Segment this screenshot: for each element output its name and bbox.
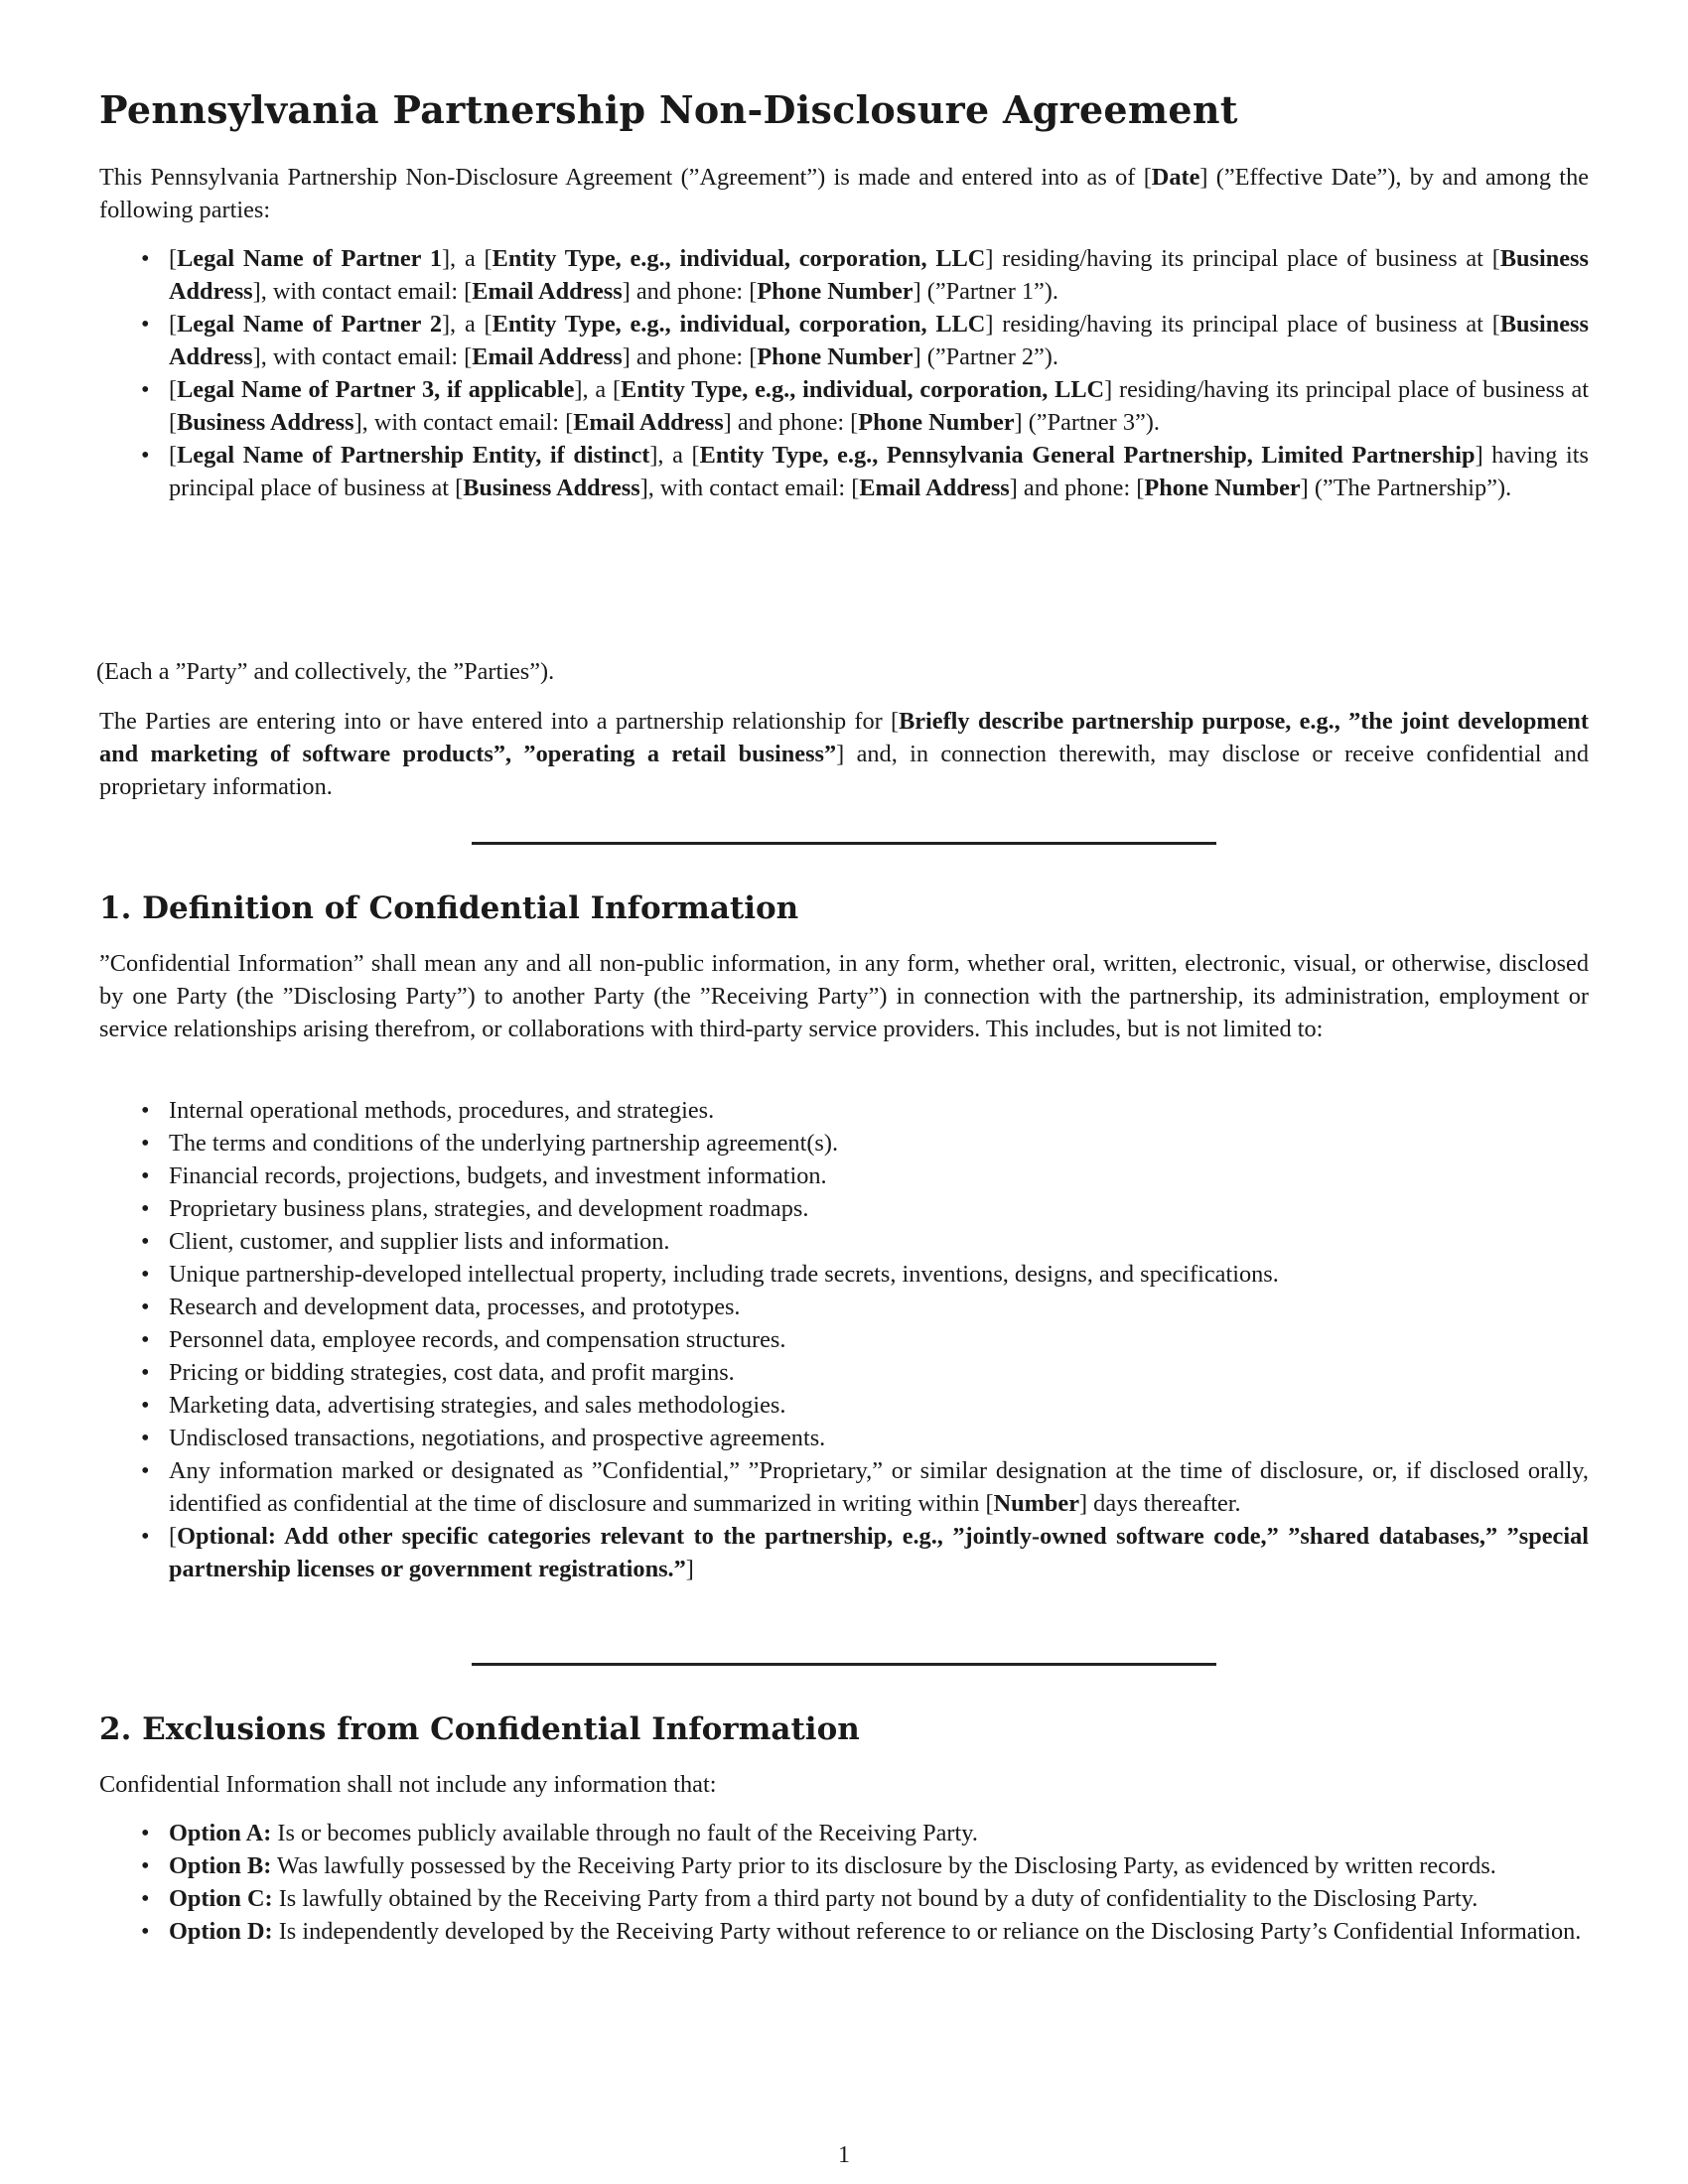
- section-2-intro: Confidential Information shall not include any information that:: [99, 1771, 717, 1798]
- number-placeholder: Number: [993, 1490, 1079, 1517]
- party-text: ], with contact email: [: [252, 343, 473, 370]
- option-label: Option A:: [169, 1820, 272, 1846]
- party-entity: Entity Type, e.g., Pennsylvania General Partnership, Limited Partnership: [699, 442, 1476, 469]
- party-name: Legal Name of Partner 3, if applicable: [177, 376, 575, 403]
- party-entity: Entity Type, e.g., individual, corporation, LLC: [492, 245, 986, 272]
- list-item-optional: [99, 1520, 1589, 1585]
- list-item: • Personnel data, employee records, and compensation structures.: [99, 1323, 1589, 1356]
- party-address: Business Address: [177, 409, 354, 436]
- party-name: Legal Name of Partner 1: [177, 245, 442, 272]
- list-item: • Financial records, projections, budgets, and investment information.: [99, 1160, 1589, 1192]
- party-text: ] residing/having its principal place of business at [: [985, 311, 1500, 338]
- party-text: ], with contact email: [: [639, 475, 860, 501]
- party-text: ] and phone: [: [1009, 475, 1145, 501]
- marked-item-text-2: ] days thereafter.: [1079, 1490, 1241, 1517]
- exclusion-option: [99, 1882, 1589, 1915]
- exclusion-option: [99, 1915, 1589, 1948]
- party-text: ], with contact email: [: [252, 278, 473, 305]
- purpose-text-1: The Parties are entering into or have entered into a partnership relationship for [: [99, 708, 900, 735]
- party-email: Email Address: [472, 343, 623, 370]
- party-item: • [Legal Name of Partner 1], a [Entity Type, e.g., individual, corporation, LLC] residing/having its principal place of business at [Business Address], with contact email: [Email Address] and phone: [Phone Number] (”Partner 1”).: [99, 242, 1589, 308]
- option-label: Option C:: [169, 1885, 273, 1912]
- document-title: Pennsylvania Partnership Non-Disclosure Agreement: [99, 87, 1238, 132]
- list-item: • Undisclosed transactions, negotiations, and prospective agreements.: [99, 1422, 1589, 1454]
- party-phone: Phone Number: [858, 409, 1015, 436]
- intro-date-placeholder: Date: [1151, 164, 1200, 191]
- intro-paragraph: [99, 161, 1589, 226]
- party-text: ] and phone: [: [723, 409, 859, 436]
- party-text: ] having its principal place of business at [: [169, 442, 1589, 501]
- section-divider: [472, 842, 1216, 845]
- party-text: ] residing/having its principal place of business at [: [985, 245, 1500, 272]
- parties-list: [99, 242, 1589, 504]
- intro-text-2: ] (”Effective Date”), by and among the following parties:: [99, 164, 1589, 223]
- party-phone: Phone Number: [757, 343, 914, 370]
- bracket-close: ]: [685, 1556, 694, 1582]
- exclusion-option: [99, 1849, 1589, 1882]
- party-text: ] and phone: [: [622, 343, 758, 370]
- option-text: Is independently developed by the Receiving Party without reference to or reliance on the Disclosing Party’s Confidential Information.: [272, 1918, 1582, 1945]
- party-address: Business Address: [463, 475, 640, 501]
- party-name: Legal Name of Partnership Entity, if distinct: [177, 442, 650, 469]
- option-label: Option D:: [169, 1918, 273, 1945]
- list-item: • Marketing data, advertising strategies, and sales methodologies.: [99, 1389, 1589, 1422]
- party-address: Business Address: [169, 245, 1589, 305]
- section-divider: [472, 1663, 1216, 1666]
- party-email: Email Address: [472, 278, 623, 305]
- exclusions-list: [99, 1817, 1589, 1948]
- party-item: • [Legal Name of Partner 2], a [Entity Type, e.g., individual, corporation, LLC] residing/having its principal place of business at [Business Address], with contact email: [Email Address] and phone: [Phone Number] (”Partner 2”).: [99, 308, 1589, 373]
- purpose-text-2: ] and, in connection therewith, may disclose or receive confidential and proprietary information.: [99, 741, 1589, 800]
- confidential-categories-list: [99, 1094, 1589, 1585]
- list-item: • Unique partnership-developed intellectual property, including trade secrets, inventions, designs, and specifications.: [99, 1258, 1589, 1291]
- section-1-intro: ”Confidential Information” shall mean any and all non-public information, in any form, whether oral, written, electronic, visual, or otherwise, disclosed by one Party (the ”Disclosing Party”) to another Party (the ”Receiving Party”) in connection with the partnership, its administration, employment or service relationships arising therefrom, or collaborations with third-party service providers. This includes, but is not limited to:: [99, 950, 1589, 1042]
- party-text: ] residing/having its principal place of business at [: [169, 376, 1589, 436]
- party-address: Business Address: [169, 311, 1589, 370]
- party-text: ] (”The Partnership”).: [1300, 475, 1512, 501]
- party-email: Email Address: [859, 475, 1010, 501]
- intro-text-1: This Pennsylvania Partnership Non-Disclosure Agreement (”Agreement”) is made and entered into as of [: [99, 164, 1152, 191]
- list-item: • Proprietary business plans, strategies, and development roadmaps.: [99, 1192, 1589, 1225]
- marked-item-text-1: Any information marked or designated as ”Confidential,” ”Proprietary,” or similar designation at the time of disclosure, or, if disclosed orally, identified as confidential at the time of disclosure and summarized in writing within [: [169, 1457, 1589, 1517]
- party-item: • [Legal Name of Partnership Entity, if distinct], a [Entity Type, e.g., Pennsylvania General Partnership, Limited Partnership] having its principal place of business at [Business Address], with contact email: [Email Address] and phone: [Phone Number] (”The Partnership”).: [99, 439, 1589, 504]
- party-entity: Entity Type, e.g., individual, corporation, LLC: [621, 376, 1105, 403]
- bracket-open: [: [169, 1523, 178, 1550]
- purpose-paragraph: [99, 705, 1589, 803]
- option-text: Is or becomes publicly available through no fault of the Receiving Party.: [271, 1820, 978, 1846]
- section-2-heading: 2. Exclusions from Confidential Information: [99, 1711, 860, 1747]
- party-entity: Entity Type, e.g., individual, corporation, LLC: [492, 311, 986, 338]
- list-item-marked: [99, 1454, 1589, 1520]
- party-text: ], with contact email: [: [353, 409, 574, 436]
- list-item: • The terms and conditions of the underlying partnership agreement(s).: [99, 1127, 1589, 1160]
- party-text: ] (”Partner 1”).: [913, 278, 1058, 305]
- optional-placeholder: Optional: Add other specific categories relevant to the partnership, e.g., ”jointly-owned software code,” ”shared databases,” ”special partnership licenses or government registrations.”: [169, 1523, 1589, 1582]
- party-email: Email Address: [573, 409, 724, 436]
- party-phone: Phone Number: [757, 278, 914, 305]
- parties-note: (Each a ”Party” and collectively, the ”Parties”).: [96, 658, 555, 685]
- party-text: ] (”Partner 3”).: [1014, 409, 1160, 436]
- party-phone: Phone Number: [1144, 475, 1301, 501]
- option-text: Is lawfully obtained by the Receiving Party from a third party not bound by a duty of confidentiality to the Disclosing Party.: [272, 1885, 1478, 1912]
- party-text: ] (”Partner 2”).: [913, 343, 1058, 370]
- section-1-heading: 1. Definition of Confidential Information: [99, 890, 799, 926]
- option-label: Option B:: [169, 1852, 272, 1879]
- document-page: [96, 0, 1590, 2184]
- party-text: ] and phone: [: [622, 278, 758, 305]
- list-item: • Pricing or bidding strategies, cost data, and profit margins.: [99, 1356, 1589, 1389]
- option-text: Was lawfully possessed by the Receiving Party prior to its disclosure by the Disclosing Party, as evidenced by written records.: [271, 1852, 1496, 1879]
- list-item: • Client, customer, and supplier lists and information.: [99, 1225, 1589, 1258]
- list-item: • Internal operational methods, procedures, and strategies.: [99, 1094, 1589, 1127]
- list-item: • Research and development data, processes, and prototypes.: [99, 1291, 1589, 1323]
- party-item: • [Legal Name of Partner 3, if applicable], a [Entity Type, e.g., individual, corporation, LLC] residing/having its principal place of business at [Business Address], with contact email: [Email Address] and phone: [Phone Number] (”Partner 3”).: [99, 373, 1589, 439]
- page-number: 1: [838, 2142, 850, 2168]
- purpose-placeholder: Briefly describe partnership purpose, e.g., ”the joint development and marketing of software products”, ”operating a retail business”: [99, 708, 1590, 767]
- party-name: Legal Name of Partner 2: [177, 311, 442, 338]
- exclusion-option: [99, 1817, 1589, 1849]
